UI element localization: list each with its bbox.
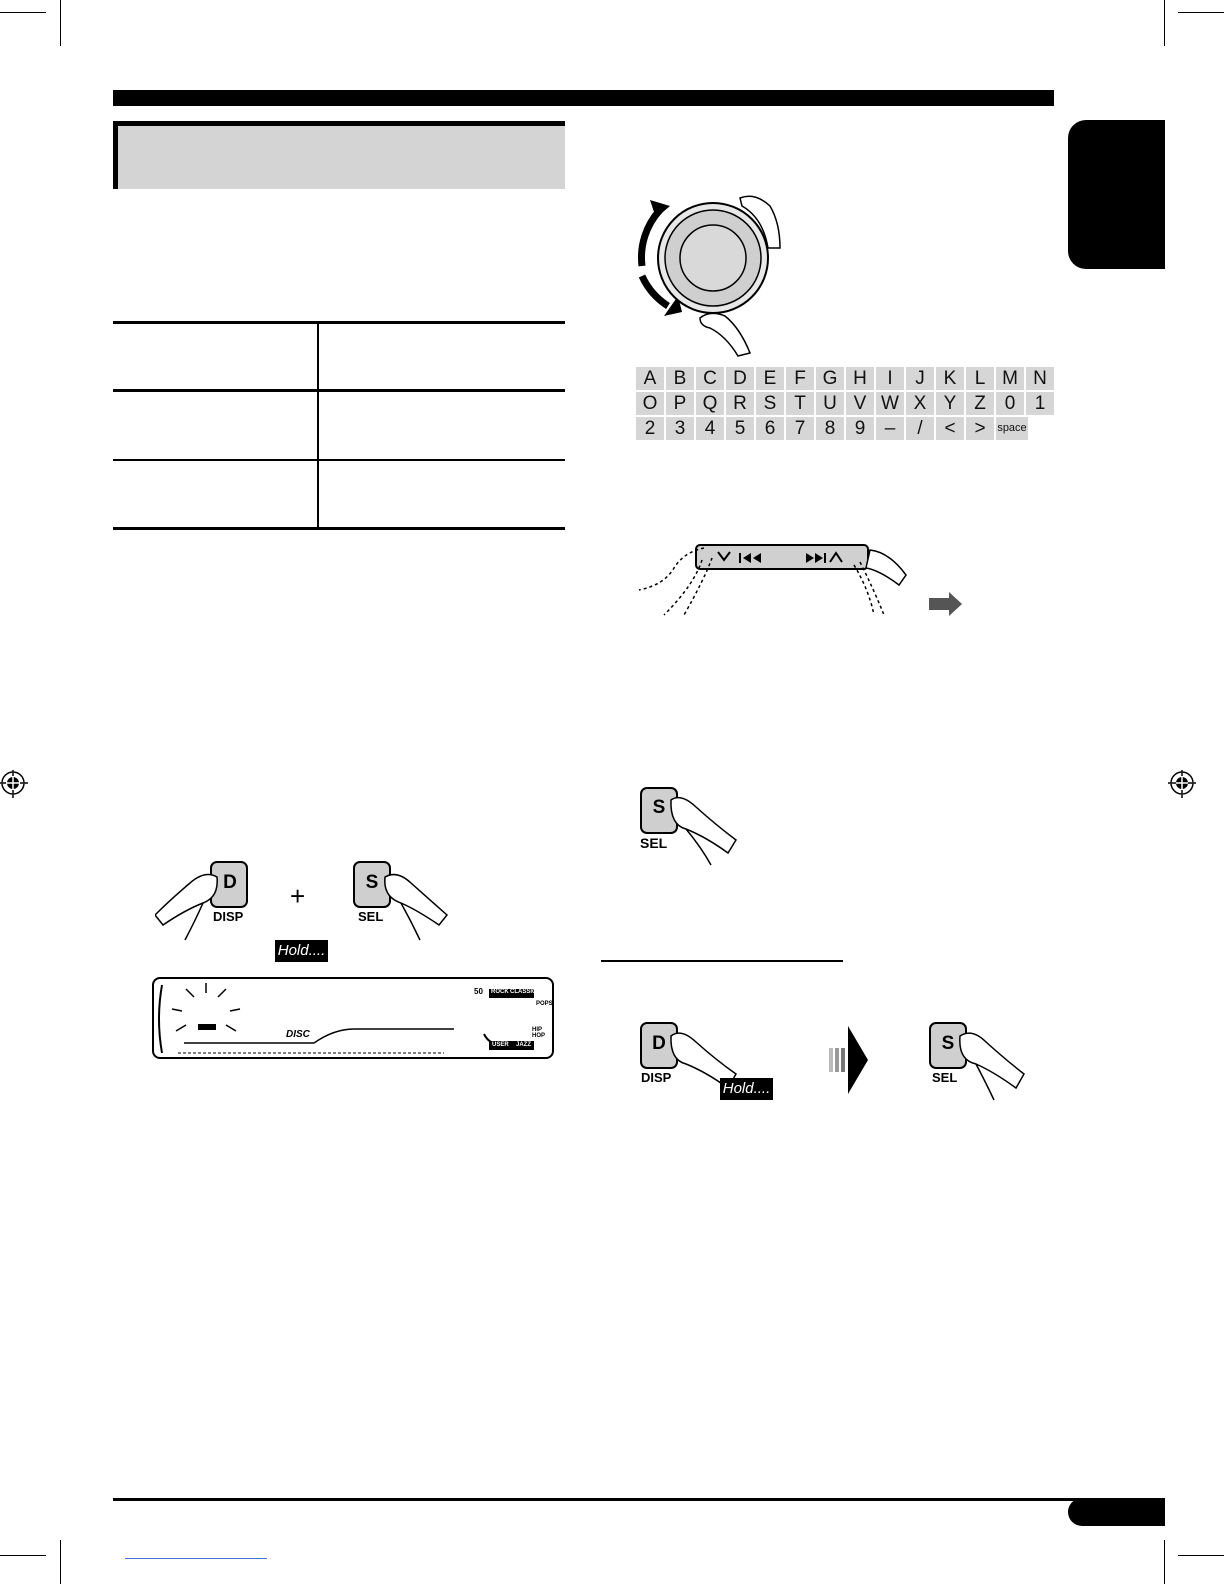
sel-button-label: SEL: [932, 1070, 958, 1085]
char-cell: B: [666, 367, 694, 390]
registration-mark-left: [0, 770, 28, 798]
lcd-eq-pops: POPS: [536, 1001, 553, 1007]
crop-mark: [0, 1555, 46, 1556]
char-cell: >: [966, 417, 994, 440]
character-row: [636, 367, 1054, 390]
disp-sel-combo-illustration: [155, 855, 455, 965]
sel-button-illustration: [636, 785, 746, 870]
char-cell: K: [936, 367, 964, 390]
char-cell: 8: [816, 417, 844, 440]
registration-mark-right: [1168, 770, 1196, 798]
crop-mark: [60, 1540, 61, 1584]
char-cell: U: [816, 392, 844, 415]
char-cell: <: [936, 417, 964, 440]
character-row: [636, 392, 1054, 415]
footer-link-underline: [125, 1558, 267, 1559]
language-side-tab: [1068, 120, 1165, 269]
char-cell: 9: [846, 417, 874, 440]
char-cell: 5: [726, 417, 754, 440]
disp-button-label: DISP: [641, 1070, 672, 1085]
char-cell: 2: [636, 417, 664, 440]
char-cell: 0: [996, 392, 1024, 415]
char-cell: Y: [936, 392, 964, 415]
skip-buttons-illustration: [634, 540, 974, 620]
char-cell: D: [726, 367, 754, 390]
char-cell: I: [876, 367, 904, 390]
section-heading-box: [113, 121, 565, 189]
disp-button-letter: D: [223, 872, 237, 893]
lcd-num: 50: [474, 987, 483, 996]
char-cell: F: [786, 367, 814, 390]
control-dial-illustration: [630, 188, 790, 358]
crop-mark: [1164, 0, 1165, 46]
sel-button-label: SEL: [358, 909, 384, 924]
disp-button-letter: D: [652, 1033, 666, 1054]
crop-mark: [1178, 1555, 1224, 1556]
char-cell: 4: [696, 417, 724, 440]
char-cell: C: [696, 367, 724, 390]
char-cell: /: [906, 417, 934, 440]
lcd-eq-user: USER: [492, 1042, 509, 1048]
hold-badge: Hold....: [720, 1078, 773, 1100]
lcd-eq-classic: CLASSIC: [510, 989, 537, 995]
crop-mark: [60, 0, 61, 46]
sel-button-letter: S: [652, 797, 666, 818]
char-cell: H: [846, 367, 874, 390]
disp-button-label: DISP: [213, 909, 244, 924]
char-cell: Z: [966, 392, 994, 415]
char-cell: 3: [666, 417, 694, 440]
plus-sign: +: [290, 881, 306, 911]
char-cell: P: [666, 392, 694, 415]
char-cell-space: space: [996, 417, 1028, 440]
hold-badge: Hold....: [275, 940, 328, 962]
lcd-display-panel: [152, 977, 554, 1059]
char-cell: 6: [756, 417, 784, 440]
char-cell: O: [636, 392, 664, 415]
character-table: [636, 367, 1054, 442]
char-cell: R: [726, 392, 754, 415]
char-cell: Q: [696, 392, 724, 415]
char-cell: V: [846, 392, 874, 415]
lcd-eq-hiphop: HIP HOP: [532, 1027, 546, 1039]
crop-mark: [0, 12, 46, 13]
sel-button-letter: S: [941, 1033, 955, 1054]
lcd-eq-rock: ROCK: [491, 989, 509, 995]
char-cell: T: [786, 392, 814, 415]
char-cell: –: [876, 417, 904, 440]
char-cell: 1: [1026, 392, 1054, 415]
crop-mark: [1164, 1540, 1165, 1584]
subsection-rule: [601, 960, 843, 962]
footer-rule: [113, 1498, 1163, 1501]
char-cell: A: [636, 367, 664, 390]
char-cell: E: [756, 367, 784, 390]
char-cell: W: [876, 392, 904, 415]
table-rule: [113, 527, 565, 530]
character-row: [636, 417, 1054, 440]
sel-button-letter: S: [365, 872, 379, 893]
char-cell: S: [756, 392, 784, 415]
char-cell: M: [996, 367, 1024, 390]
char-cell: L: [966, 367, 994, 390]
table-rule: [113, 389, 565, 392]
lcd-disc-label: DISC: [286, 1029, 310, 1040]
char-cell: N: [1026, 367, 1054, 390]
table-rule: [113, 321, 565, 324]
crop-mark: [1178, 12, 1224, 13]
sel-button-label: SEL: [640, 835, 668, 851]
page-number-tab: [1068, 1498, 1165, 1526]
disp-hold-then-sel-illustration: [636, 1018, 1031, 1108]
disp-sel-sequence: [636, 1018, 1031, 1108]
lcd-eq-jazz: JAZZ: [516, 1042, 531, 1048]
char-cell: J: [906, 367, 934, 390]
header-bar: [113, 90, 1054, 106]
table-rule: [113, 459, 565, 461]
char-cell: X: [906, 392, 934, 415]
char-cell: G: [816, 367, 844, 390]
char-cell: 7: [786, 417, 814, 440]
table-divider: [317, 323, 319, 529]
